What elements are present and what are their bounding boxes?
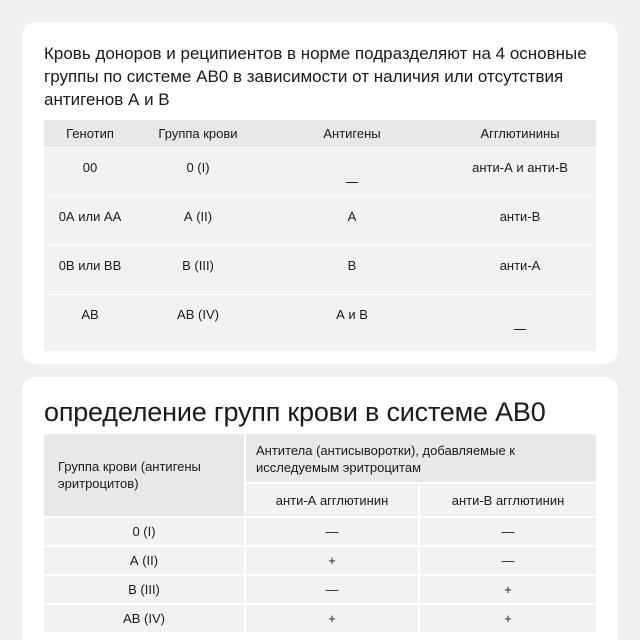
anti-b-cell: — (418, 516, 596, 545)
agglutinins-cell (444, 294, 596, 351)
group-cell: 0 (I) (44, 516, 244, 545)
genotype-cell: АВ (44, 294, 136, 351)
genotype-cell: 0В или ВВ (44, 245, 136, 294)
agglutinins-cell: анти-В (444, 196, 596, 245)
anti-a-cell: + (244, 603, 418, 632)
antigens-cell: А (260, 196, 444, 245)
genotype-cell: 00 (44, 147, 136, 196)
agglutinins-cell: анти-А (444, 245, 596, 294)
blood-groups-table (44, 120, 596, 351)
group-cell: В (III) (136, 245, 260, 294)
group-cell: АВ (IV) (136, 294, 260, 351)
table-header-row (44, 434, 596, 482)
header-anti-a: анти-А агглютинин (244, 482, 418, 516)
header-blood-group-antigens: Группа крови (антигены эритроцитов) (44, 434, 244, 516)
table-row (44, 545, 596, 574)
intro-text: Кровь доноров и реципиентов в норме подразделяют на 4 основные группы по системе АВ0 в зависимости от наличия или отсутствия антигенов А и В (44, 44, 587, 109)
abo-groups-card (22, 22, 618, 364)
group-cell: А (II) (136, 196, 260, 245)
antigens-cell (260, 147, 444, 196)
dash-mark (514, 329, 526, 330)
header-agglutinins: Агглютинины (444, 120, 596, 147)
determination-table (44, 434, 596, 632)
table-row (44, 574, 596, 603)
header-antigens: Антигены (260, 120, 444, 147)
table-row (44, 196, 596, 245)
table-row (44, 245, 596, 294)
header-genotype: Генотип (44, 120, 136, 147)
table-row (44, 516, 596, 545)
header-antibodies: Антитела (антисыворотки), добавляемые к исследуемым эритроцитам (244, 434, 596, 482)
anti-b-cell: + (418, 603, 596, 632)
antigens-cell: В (260, 245, 444, 294)
genotype-cell: 0А или АА (44, 196, 136, 245)
table-header-row (44, 120, 596, 147)
header-anti-b: анти-В агглютинин (418, 482, 596, 516)
anti-a-cell: — (244, 574, 418, 603)
anti-b-cell: — (418, 545, 596, 574)
group-cell: В (III) (44, 574, 244, 603)
agglutinins-cell: анти-А и анти-В (444, 147, 596, 196)
group-cell: А (II) (44, 545, 244, 574)
section-title: определение групп крови в системе АВ0 (44, 397, 546, 427)
group-cell: АВ (IV) (44, 603, 244, 632)
dash-mark (346, 182, 358, 183)
group-cell: 0 (I) (136, 147, 260, 196)
anti-a-cell: + (244, 545, 418, 574)
table-row (44, 603, 596, 632)
antigens-cell: А и В (260, 294, 444, 351)
header-blood-group: Группа крови (136, 120, 260, 147)
anti-a-cell: — (244, 516, 418, 545)
table-row (44, 294, 596, 351)
anti-b-cell: + (418, 574, 596, 603)
table-row (44, 147, 596, 196)
abo-determination-card (22, 377, 618, 640)
